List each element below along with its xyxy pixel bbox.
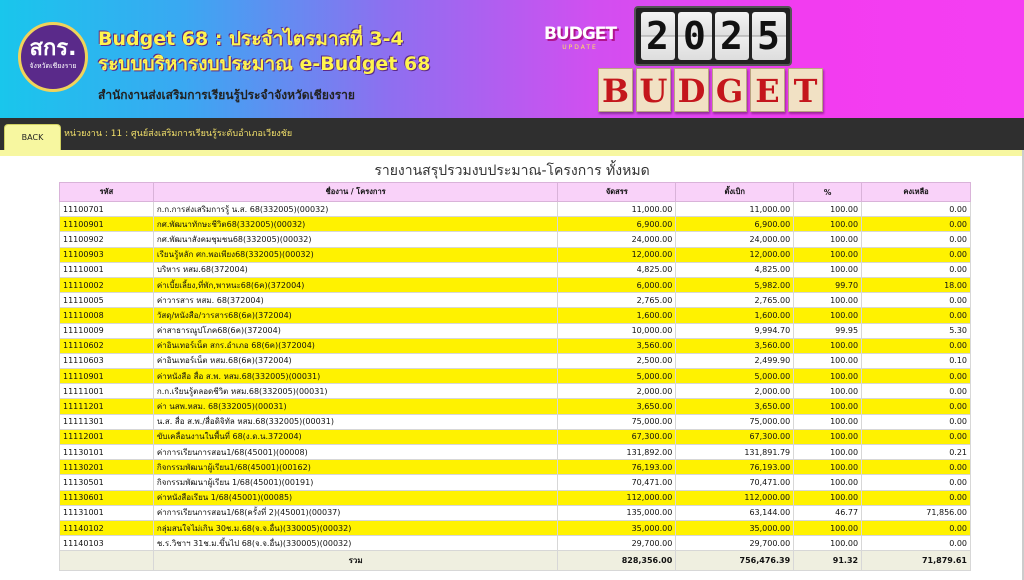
row-code: 11110002 bbox=[60, 277, 154, 292]
row-remaining: 0.00 bbox=[862, 232, 971, 247]
row-remaining: 5.30 bbox=[862, 323, 971, 338]
row-project-name: บริหาร หสม.68(372004) bbox=[153, 262, 558, 277]
budget-letter-tiles bbox=[598, 68, 823, 112]
row-percent: 100.00 bbox=[794, 293, 862, 308]
row-code: 11130501 bbox=[60, 475, 154, 490]
year-flip-display bbox=[634, 6, 792, 66]
column-header-percent: % bbox=[794, 183, 862, 202]
row-allocated: 2,500.00 bbox=[558, 353, 676, 368]
row-project-name: กิจกรรมพัฒนาผู้เรียน1/68(45001)(00162) bbox=[153, 460, 558, 475]
row-allocated: 11,000.00 bbox=[558, 202, 676, 217]
table-row bbox=[60, 536, 971, 551]
row-code: 11110602 bbox=[60, 338, 154, 353]
row-disbursed: 2,765.00 bbox=[676, 293, 794, 308]
row-code: 11100902 bbox=[60, 232, 154, 247]
row-project-name: ค่า นสพ.หสม. 68(332005)(00031) bbox=[153, 399, 558, 414]
row-code: 11110009 bbox=[60, 323, 154, 338]
row-remaining: 0.00 bbox=[862, 384, 971, 399]
row-project-name: ค่าอินเทอร์เน็ต หสม.68(6ค)(372004) bbox=[153, 353, 558, 368]
logo-subtext: จังหวัดเชียงราย bbox=[29, 62, 77, 70]
row-code: 11111301 bbox=[60, 414, 154, 429]
table-row bbox=[60, 323, 971, 338]
table-row bbox=[60, 399, 971, 414]
row-allocated: 3,560.00 bbox=[558, 338, 676, 353]
letter-tile: B bbox=[598, 68, 633, 112]
row-percent: 100.00 bbox=[794, 384, 862, 399]
table-row bbox=[60, 460, 971, 475]
agency-logo bbox=[18, 22, 88, 92]
row-allocated: 4,825.00 bbox=[558, 262, 676, 277]
row-disbursed: 11,000.00 bbox=[676, 202, 794, 217]
row-remaining: 0.00 bbox=[862, 460, 971, 475]
header-title-line1: Budget 68 : ประจำไตรมาสที่ 3-4 bbox=[98, 28, 404, 50]
row-allocated: 131,892.00 bbox=[558, 445, 676, 460]
header-subtitle: สำนักงานส่งเสริมการเรียนรู้ประจำจังหวัดเชียงราย bbox=[98, 88, 355, 102]
table-row bbox=[60, 277, 971, 292]
row-project-name: ค่าการเรียนการสอน1/68(ครั้งที่ 2)(45001)(00037) bbox=[153, 505, 558, 520]
year-digit: 2 bbox=[641, 12, 675, 60]
row-code: 11100901 bbox=[60, 217, 154, 232]
row-disbursed: 131,891.79 bbox=[676, 445, 794, 460]
year-digit: 5 bbox=[752, 12, 786, 60]
nav-bar bbox=[0, 118, 1024, 150]
row-remaining: 0.00 bbox=[862, 308, 971, 323]
row-remaining: 0.00 bbox=[862, 369, 971, 384]
table-row bbox=[60, 369, 971, 384]
row-project-name: วัสดุ/หนังสือ/วารสาร68(6ค)(372004) bbox=[153, 308, 558, 323]
table-row bbox=[60, 262, 971, 277]
row-percent: 100.00 bbox=[794, 536, 862, 551]
badge-bottom-text: UPDATE bbox=[562, 44, 598, 51]
row-allocated: 135,000.00 bbox=[558, 505, 676, 520]
row-remaining: 0.00 bbox=[862, 338, 971, 353]
letter-tile: T bbox=[788, 68, 823, 112]
row-percent: 100.00 bbox=[794, 338, 862, 353]
row-percent: 100.00 bbox=[794, 247, 862, 262]
row-remaining: 0.00 bbox=[862, 202, 971, 217]
row-project-name: ค่าอินเทอร์เน็ต สกร.อำเภอ 68(6ค)(372004) bbox=[153, 338, 558, 353]
year-digit: 0 bbox=[678, 12, 712, 60]
row-code: 11111201 bbox=[60, 399, 154, 414]
row-allocated: 6,900.00 bbox=[558, 217, 676, 232]
row-allocated: 5,000.00 bbox=[558, 369, 676, 384]
row-percent: 100.00 bbox=[794, 445, 862, 460]
row-code: 11130101 bbox=[60, 445, 154, 460]
row-project-name: ค่าการเรียนการสอน1/68(45001)(00008) bbox=[153, 445, 558, 460]
column-header-allocated: จัดสรร bbox=[558, 183, 676, 202]
row-percent: 100.00 bbox=[794, 399, 862, 414]
row-project-name: กศ.พัฒนาสังคมชุมชน68(332005)(00032) bbox=[153, 232, 558, 247]
row-percent: 100.00 bbox=[794, 520, 862, 535]
row-code: 11111001 bbox=[60, 384, 154, 399]
row-allocated: 24,000.00 bbox=[558, 232, 676, 247]
row-allocated: 67,300.00 bbox=[558, 429, 676, 444]
back-button[interactable]: BACK bbox=[4, 124, 61, 150]
table-total-row bbox=[60, 551, 971, 571]
row-disbursed: 3,560.00 bbox=[676, 338, 794, 353]
row-remaining: 0.00 bbox=[862, 536, 971, 551]
letter-tile: G bbox=[712, 68, 747, 112]
row-disbursed: 2,000.00 bbox=[676, 384, 794, 399]
row-percent: 100.00 bbox=[794, 308, 862, 323]
row-code: 11100701 bbox=[60, 202, 154, 217]
row-project-name: ช.ร.วิชาฯ 31ช.ม.ขึ้นไป 68(จ.จ.อื่น)(330005)(00032) bbox=[153, 536, 558, 551]
row-project-name: ค่าสาธารณูปโภค68(6ค)(372004) bbox=[153, 323, 558, 338]
report-title: รายงานสรุปรวมงบประมาณ-โครงการ ทั้งหมด bbox=[374, 163, 650, 179]
total-label: รวม bbox=[153, 551, 558, 571]
row-remaining: 18.00 bbox=[862, 277, 971, 292]
row-disbursed: 1,600.00 bbox=[676, 308, 794, 323]
row-disbursed: 3,650.00 bbox=[676, 399, 794, 414]
table-row bbox=[60, 247, 971, 262]
row-disbursed: 70,471.00 bbox=[676, 475, 794, 490]
row-disbursed: 24,000.00 bbox=[676, 232, 794, 247]
table-row bbox=[60, 490, 971, 505]
column-header-code: รหัส bbox=[60, 183, 154, 202]
row-percent: 100.00 bbox=[794, 217, 862, 232]
page-header bbox=[0, 0, 1024, 118]
row-percent: 100.00 bbox=[794, 429, 862, 444]
row-code: 11140103 bbox=[60, 536, 154, 551]
row-allocated: 76,193.00 bbox=[558, 460, 676, 475]
row-project-name: ค่าหนังสือ สื่อ ส.พ. หสม.68(332005)(00031) bbox=[153, 369, 558, 384]
row-project-name: น.ส. สื่อ ส.พ./สื่อดิจิทัล หสม.68(332005)(00031) bbox=[153, 414, 558, 429]
row-disbursed: 2,499.90 bbox=[676, 353, 794, 368]
table-row bbox=[60, 353, 971, 368]
row-code: 11100903 bbox=[60, 247, 154, 262]
table-row bbox=[60, 293, 971, 308]
row-disbursed: 5,982.00 bbox=[676, 277, 794, 292]
row-disbursed: 35,000.00 bbox=[676, 520, 794, 535]
row-disbursed: 9,994.70 bbox=[676, 323, 794, 338]
row-remaining: 0.10 bbox=[862, 353, 971, 368]
letter-tile: E bbox=[750, 68, 785, 112]
row-project-name: ค่าหนังสือเรียน 1/68(45001)(00085) bbox=[153, 490, 558, 505]
letter-tile: U bbox=[636, 68, 671, 112]
year-digit: 2 bbox=[715, 12, 749, 60]
row-allocated: 35,000.00 bbox=[558, 520, 676, 535]
row-remaining: 0.00 bbox=[862, 520, 971, 535]
total-disbursed: 756,476.39 bbox=[676, 551, 794, 571]
row-disbursed: 29,700.00 bbox=[676, 536, 794, 551]
row-remaining: 0.00 bbox=[862, 262, 971, 277]
row-project-name: ค่าวารสาร หสม. 68(372004) bbox=[153, 293, 558, 308]
row-allocated: 3,650.00 bbox=[558, 399, 676, 414]
row-disbursed: 112,000.00 bbox=[676, 490, 794, 505]
row-percent: 100.00 bbox=[794, 369, 862, 384]
row-allocated: 75,000.00 bbox=[558, 414, 676, 429]
row-project-name: ก.ก.การส่งเสริมการรู้ น.ส. 68(332005)(00032) bbox=[153, 202, 558, 217]
budget-update-badge bbox=[540, 24, 620, 51]
nav-strip bbox=[0, 150, 1024, 156]
row-disbursed: 4,825.00 bbox=[676, 262, 794, 277]
row-percent: 100.00 bbox=[794, 232, 862, 247]
row-percent: 99.70 bbox=[794, 277, 862, 292]
row-percent: 100.00 bbox=[794, 460, 862, 475]
row-allocated: 1,600.00 bbox=[558, 308, 676, 323]
row-allocated: 29,700.00 bbox=[558, 536, 676, 551]
row-project-name: ก.ก.เรียนรู้ตลอดชีวิต หสม.68(332005)(00031) bbox=[153, 384, 558, 399]
row-disbursed: 12,000.00 bbox=[676, 247, 794, 262]
budget-table bbox=[59, 182, 971, 571]
table-body bbox=[60, 202, 971, 571]
table-row bbox=[60, 217, 971, 232]
row-allocated: 112,000.00 bbox=[558, 490, 676, 505]
column-header-disbursed: ตั้งเบิก bbox=[676, 183, 794, 202]
column-header-remaining: คงเหลือ bbox=[862, 183, 971, 202]
row-project-name: ขับเคลื่อนงานในพื้นที่ 68(ง.ด.น.372004) bbox=[153, 429, 558, 444]
row-code: 11130201 bbox=[60, 460, 154, 475]
row-remaining: 71,856.00 bbox=[862, 505, 971, 520]
total-percent: 91.32 bbox=[794, 551, 862, 571]
table-row bbox=[60, 445, 971, 460]
row-remaining: 0.00 bbox=[862, 293, 971, 308]
row-disbursed: 67,300.00 bbox=[676, 429, 794, 444]
row-disbursed: 63,144.00 bbox=[676, 505, 794, 520]
total-remaining: 71,879.61 bbox=[862, 551, 971, 571]
row-code: 11130601 bbox=[60, 490, 154, 505]
table-row bbox=[60, 429, 971, 444]
row-percent: 100.00 bbox=[794, 353, 862, 368]
row-percent: 100.00 bbox=[794, 262, 862, 277]
row-project-name: กิจกรรมพัฒนาผู้เรียน 1/68(45001)(00191) bbox=[153, 475, 558, 490]
total-empty bbox=[60, 551, 154, 571]
row-code: 11110008 bbox=[60, 308, 154, 323]
header-title-line2: ระบบบริหารงบประมาณ e-Budget 68 bbox=[98, 53, 431, 75]
row-remaining: 0.00 bbox=[862, 429, 971, 444]
row-code: 11110603 bbox=[60, 353, 154, 368]
row-allocated: 12,000.00 bbox=[558, 247, 676, 262]
row-percent: 100.00 bbox=[794, 475, 862, 490]
table-row bbox=[60, 202, 971, 217]
row-remaining: 0.00 bbox=[862, 414, 971, 429]
column-header-project: ชื่องาน / โครงการ bbox=[153, 183, 558, 202]
badge-top-text: BUDGET bbox=[543, 24, 617, 44]
row-allocated: 6,000.00 bbox=[558, 277, 676, 292]
letter-tile: D bbox=[674, 68, 709, 112]
row-disbursed: 6,900.00 bbox=[676, 217, 794, 232]
table-header-row bbox=[60, 183, 971, 202]
row-percent: 100.00 bbox=[794, 414, 862, 429]
table-row bbox=[60, 384, 971, 399]
row-code: 11110001 bbox=[60, 262, 154, 277]
table-row bbox=[60, 338, 971, 353]
row-percent: 100.00 bbox=[794, 202, 862, 217]
row-disbursed: 75,000.00 bbox=[676, 414, 794, 429]
row-remaining: 0.21 bbox=[862, 445, 971, 460]
row-project-name: ค่าเบี้ยเลี้ยง,ที่พัก,พาหนะ68(6ค)(372004) bbox=[153, 277, 558, 292]
unit-label: หน่วยงาน : 11 : ศูนย์ส่งเสริมการเรียนรู้ระดับอำเภอเวียงชัย bbox=[64, 129, 293, 139]
row-disbursed: 76,193.00 bbox=[676, 460, 794, 475]
table-row bbox=[60, 505, 971, 520]
row-remaining: 0.00 bbox=[862, 217, 971, 232]
row-project-name: กศ.พัฒนาทักษะชีวิต68(332005)(00032) bbox=[153, 217, 558, 232]
table-row bbox=[60, 308, 971, 323]
row-allocated: 2,765.00 bbox=[558, 293, 676, 308]
row-project-name: กลุ่มสนใจไม่เกิน 30ช.ม.68(จ.จ.อื่น)(330005)(00032) bbox=[153, 520, 558, 535]
row-allocated: 70,471.00 bbox=[558, 475, 676, 490]
row-remaining: 0.00 bbox=[862, 490, 971, 505]
row-code: 11140102 bbox=[60, 520, 154, 535]
row-code: 11110901 bbox=[60, 369, 154, 384]
row-percent: 46.77 bbox=[794, 505, 862, 520]
table-row bbox=[60, 232, 971, 247]
table-row bbox=[60, 475, 971, 490]
row-code: 11112001 bbox=[60, 429, 154, 444]
logo-text: สกร. bbox=[29, 36, 77, 61]
row-remaining: 0.00 bbox=[862, 399, 971, 414]
total-allocated: 828,356.00 bbox=[558, 551, 676, 571]
table-row bbox=[60, 520, 971, 535]
row-allocated: 10,000.00 bbox=[558, 323, 676, 338]
row-disbursed: 5,000.00 bbox=[676, 369, 794, 384]
row-remaining: 0.00 bbox=[862, 475, 971, 490]
table-row bbox=[60, 414, 971, 429]
row-code: 11131001 bbox=[60, 505, 154, 520]
row-remaining: 0.00 bbox=[862, 247, 971, 262]
row-project-name: เรียนรู้หลัก ศก.พอเพียง68(332005)(00032) bbox=[153, 247, 558, 262]
row-code: 11110005 bbox=[60, 293, 154, 308]
row-percent: 99.95 bbox=[794, 323, 862, 338]
row-allocated: 2,000.00 bbox=[558, 384, 676, 399]
row-percent: 100.00 bbox=[794, 490, 862, 505]
